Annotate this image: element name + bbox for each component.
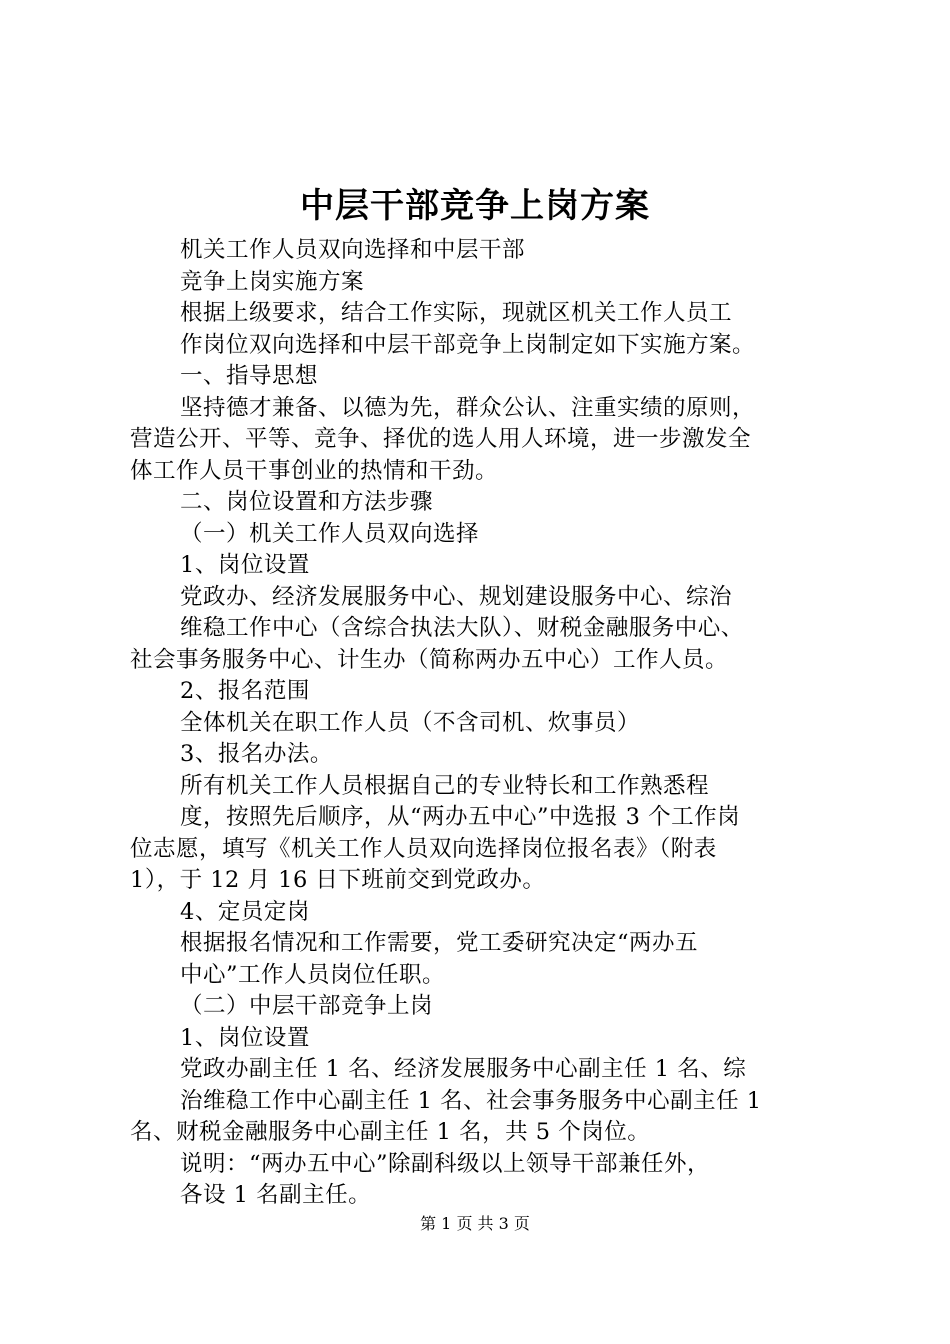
page-footer: 第 1 页 共 3 页 (420, 1214, 530, 1233)
paragraph-line: 社会事务服务中心、计生办（简称两办五中心）工作人员。 (130, 646, 729, 673)
paragraph-line: 营造公开、平等、竞争、择优的选人用人环境，进一步激发全 (130, 426, 752, 452)
paragraph-line: 治维稳工作中心副主任 1 名、社会事务服务中心副主任 1 (180, 1087, 762, 1114)
paragraph-line: 说明：“两办五中心”除副科级以上领导干部兼任外， (180, 1150, 711, 1177)
paragraph-line: 作岗位双向选择和中层干部竞争上岗制定如下实施方案。 (180, 331, 756, 358)
document-title: 中层干部竞争上岗方案 (300, 186, 650, 226)
subsection-heading: （二）中层干部竞争上岗 (180, 993, 434, 1019)
item-heading: 2、报名范围 (180, 678, 310, 704)
paragraph-line: 根据上级要求，结合工作实际，现就区机关工作人员工 (180, 300, 733, 326)
paragraph-line: 各设 1 名副主任。 (180, 1182, 372, 1208)
paragraph-line: 竞争上岗实施方案 (180, 268, 365, 295)
paragraph-line: 全体机关在职工作人员（不含司机、炊事员） (180, 709, 641, 736)
section-heading: 一、指导思想 (180, 363, 319, 389)
paragraph-line: 党政办副主任 1 名、经济发展服务中心副主任 1 名、综 (180, 1056, 747, 1082)
paragraph-line: 位志愿，填写《机关工作人员双向选择岗位报名表》（附表 (130, 835, 717, 862)
paragraph-line: 根据报名情况和工作需要，党工委研究决定“两办五 (180, 930, 699, 956)
paragraph-line: 所有机关工作人员根据自己的专业特长和工作熟悉程 (180, 772, 710, 799)
paragraph-line: 体工作人员干事创业的热情和干劲。 (130, 457, 499, 484)
paragraph-line: 机关工作人员双向选择和中层干部 (180, 237, 526, 263)
paragraph-line: 维稳工作中心（含综合执法大队）、财税金融服务中心、 (180, 615, 744, 641)
item-heading: 1、岗位设置 (180, 1024, 310, 1051)
paragraph-line: 1），于 12 月 16 日下班前交到党政办。 (130, 867, 546, 893)
paragraph-line: 中心”工作人员岗位任职。 (180, 961, 446, 988)
paragraph-line: 党政办、经济发展服务中心、规划建设服务中心、综治 (180, 583, 733, 610)
item-heading: 3、报名办法。 (180, 741, 333, 767)
subsection-heading: （一）机关工作人员双向选择 (180, 520, 480, 547)
paragraph-line: 坚持德才兼备、以德为先，群众公认、注重实绩的原则， (180, 394, 756, 421)
item-heading: 4、定员定岗 (180, 898, 310, 925)
item-heading: 1、岗位设置 (180, 552, 310, 578)
section-heading: 二、岗位设置和方法步骤 (180, 489, 434, 515)
document-body (130, 235, 835, 1212)
paragraph-line: 度，按照先后顺序，从“两办五中心”中选报 3 个工作岗 (180, 804, 741, 830)
paragraph-line: 名、财税金融服务中心副主任 1 名，共 5 个岗位。 (130, 1119, 651, 1145)
